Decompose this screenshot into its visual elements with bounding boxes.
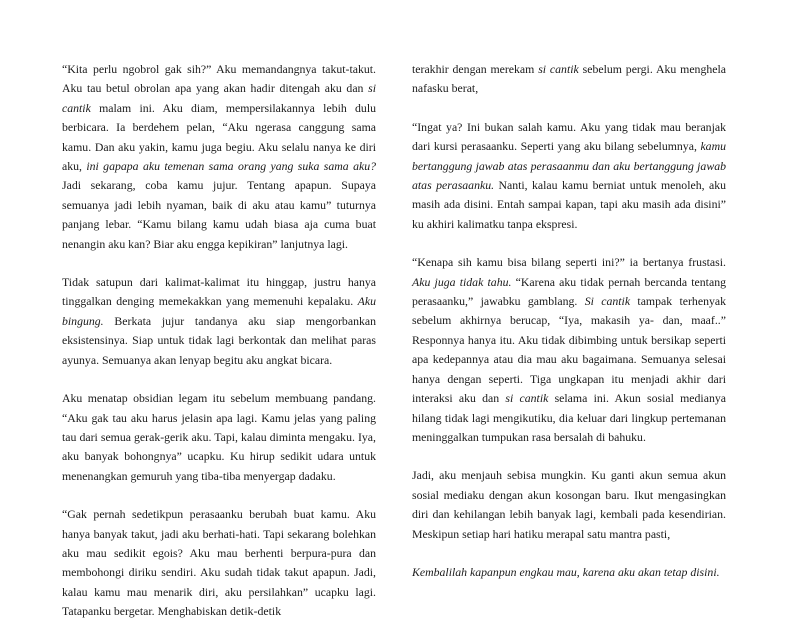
paragraph [412, 466, 726, 544]
paragraph [62, 60, 376, 254]
paragraph [412, 60, 726, 99]
italic-text: si cantik [62, 81, 376, 115]
text: Nanti, kalau kamu berniat untuk menoleh, aku masih ada disini. Entah sampai kapan, tapi aku masih ada disini” ku akhiri kalimatku tanpa ekspresi. [412, 178, 726, 231]
text: “Ingat ya? Ini bukan salah kamu. Aku yang tidak mau beranjak dari kursi perasaanku. Seperti yang aku bilang sebelumnya, [412, 119, 726, 154]
text: sebelum pergi. Aku menghela nafasku berat, [412, 62, 726, 96]
italic-text: Aku juga tidak tahu. [412, 274, 512, 289]
italic-text: Kembalilah kapanpun engkau mau, karena aku akan tetap disini. [412, 564, 720, 579]
paragraph [62, 389, 376, 486]
text: terakhir dengan merekam [412, 62, 539, 76]
right-column [412, 60, 726, 582]
text: malam ini. Aku diam, mempersilakannya lebih dulu berbicara. Ia berdehem pelan, “Aku ngerasa canggung sama kamu. Dan aku yakin, kamu juga begiu. Aku selalu nanya ke diri aku, [62, 100, 376, 174]
text: Aku menatap obsidian legam itu sebelum membuang pandang. “Aku gak tau aku harus jelasin apa lagi. Kamu jelas yang paling tau dari semua gerak-gerik aku. Tapi, kalau diminta mengaku. Iya, aku banyak bohongnya” ucapku. Ku hirup sedikit udara untuk menenangkan gemuruh yang tiba-tiba menyergap dadaku. [62, 391, 376, 483]
paragraph [412, 253, 726, 447]
text: “Gak pernah sedetikpun perasaanku berubah buat kamu. Aku hanya banyak takut, jadi aku berhati-hati. Tapi sekarang bolehkan aku mau sedikit egois? Aku mau berhenti berpura-pura dan membohongi diriku sendiri. Aku sudah tidak takut apapun. Jadi, kalau kamu mau menarik diri, aku persilahkan” ucapku lagi. Tatapanku bergetar. Menghabiskan detik-detik [62, 507, 376, 619]
italic-text: ini gapapa aku temenan sama orang yang suka sama aku? [86, 159, 376, 174]
text: Berkata jujur tandanya aku siap mengorbankan eksistensinya. Siap untuk tidak lagi berkontak dan melihat paras ayunya. Semuanya akan lenyap begitu aku angkat bicara. [62, 313, 376, 367]
text: tampak terhenyak sebelum akhirnya berucap, “Iya, makasih ya- dan, maaf..” Responnya hanya itu. Aku tidak dibimbing untuk bersikap seperti apa kedepannya atau dia mau aku bagaimana. Semuanya selesai hanya dengan seperti. Tiga ungkapan itu menjadi akhir dari interaksi aku dan [412, 294, 726, 406]
paragraph [412, 118, 726, 234]
paragraph [412, 563, 726, 582]
italic-text: kamu bertanggung jawab atas perasaanmu dan aku bertanggung jawab atas perasaanku. [412, 139, 726, 193]
italic-text: Aku bingung. [62, 294, 376, 328]
text: “Kita perlu ngobrol gak sih?” Aku memandangnya takut-takut. Aku tau betul obrolan apa yang akan hadir ditengah aku dan [62, 62, 376, 96]
text: Jadi sekarang, coba kamu jujur. Tentang apapun. Supaya semuanya jadi lebih nyaman, baik di aku atau kamu” tuturnya panjang lebar. “Kamu bilang kamu udah biasa aja cuma buat nenangin aku kan? Biar aku engga kepikiran” lanjutnya lagi. [62, 178, 376, 251]
paragraph [62, 505, 376, 621]
italic-text: si cantik [538, 62, 579, 76]
text: Jadi, aku menjauh sebisa mungkin. Ku ganti akun semua akun sosial mediaku dengan akun kosongan baru. Ikut mengasingkan diri dan kehilangan lebih banyak lagi, kembali pada kesendirian. Meskipun setiap hari hatiku merapal satu mantra pasti, [412, 468, 726, 541]
left-column [62, 60, 376, 622]
text: selama ini. Akun sosial medianya hilang tidak lagi mengikutiku, dia keluar dari lingkup pertemanan meninggalkan tumpukan rasa bersalah di bahuku. [412, 391, 726, 444]
text: “Kenapa sih kamu bisa bilang seperti ini?” ia bertanya frustasi. [412, 255, 726, 270]
text: “Karena aku tidak pernah bercanda tentang perasaanku,” jawabku gamblang. [412, 274, 726, 309]
paragraph [62, 273, 376, 370]
text: Tidak satupun dari kalimat-kalimat itu hinggap, justru hanya tinggalkan denging memekakkan yang memenuhi kepalaku. [62, 275, 376, 309]
italic-text: si cantik [505, 391, 549, 406]
italic-text: Si cantik [584, 294, 631, 309]
